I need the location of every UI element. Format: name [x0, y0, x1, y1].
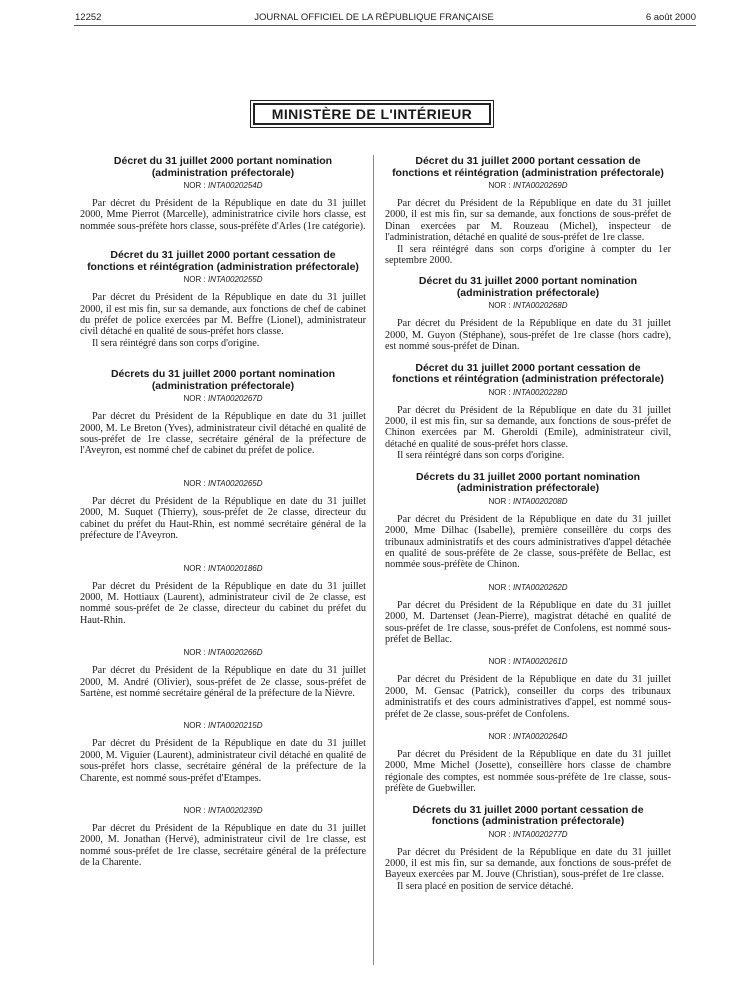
nor-label: NOR : — [183, 648, 208, 658]
nor-reference — [385, 301, 671, 310]
decree-paragraph: Par décret du Président de la République en date du 31 juillet 2000, M. Dartenset (Jean-Pierre), magistrat détaché en qualité de sous-préfet de 1re classe, sous-préfet de Confolens, est nommé sous-préfet de Bellac. — [385, 599, 671, 645]
nor-label: NOR : — [183, 275, 208, 285]
decree-section — [385, 732, 671, 795]
decree-paragraph: Par décret du Président de la République en date du 31 juillet 2000, Mme Michel (Josette), conseillère hors classe de chambre régionale des comptes, est nommée sous-préfète de 1re classe, sous-préfète de Guebwiller. — [385, 748, 671, 795]
nor-reference — [385, 732, 671, 741]
decree-paragraph: Par décret du Président de la République en date du 31 juillet 2000, Mme Dilhac (Isabelle), première conseillère du corps des tribunaux administratifs et des cours administratives d'appel détachée en qualité de sous-préfète de 2e classe, sous-préfète de Bellac, est nommée sous-préfète de Chinon. — [385, 513, 671, 571]
decree-title: Décret du 31 juillet 2000 portant nomination (administration préfectorale) — [418, 275, 638, 299]
nor-reference — [80, 648, 366, 657]
nor-reference — [80, 564, 366, 573]
decree-paragraph: Par décret du Président de la République en date du 31 juillet 2000, M. Jonathan (Hervé), administrateur civil de 1re classe, est nommé sous-préfet de 1re classe, secrétaire général de la préfecture de la Charente. — [80, 822, 366, 869]
decree-title: Décrets du 31 juillet 2000 portant nomination (administration préfectorale) — [415, 470, 641, 495]
nor-label: NOR : — [488, 657, 513, 667]
nor-code: INTA0020269D — [512, 181, 568, 190]
decree-paragraph: Par décret du Président de la République en date du 31 juillet 2000, il est mis fin, sur sa demande, aux fonctions de sous-préfet de Dinan exercées par M. Rouzeau (Michel), inspecteur de l'administration, détaché en qualité de sous-préfet de 1re classe. — [385, 198, 671, 244]
right-column — [385, 156, 671, 892]
nor-reference — [80, 479, 366, 488]
nor-label: NOR : — [183, 181, 208, 190]
decree-section — [80, 479, 366, 542]
nor-reference — [385, 181, 671, 190]
decree-section — [80, 564, 366, 627]
decree-section — [385, 657, 671, 720]
nor-code: INTA0020262D — [512, 582, 568, 592]
nor-label: NOR : — [488, 496, 513, 506]
nor-reference — [385, 830, 671, 839]
decree-title: Décret du 31 juillet 2000 portant cessation de fonctions et réintégration (administration préfectorale) — [392, 155, 664, 179]
nor-code: INTA0020254D — [207, 181, 263, 190]
nor-code: INTA0020261D — [512, 657, 568, 667]
section-gap — [385, 645, 671, 655]
nor-label: NOR : — [488, 731, 513, 741]
section-gap — [80, 542, 366, 562]
decree-section — [385, 583, 671, 646]
section-gap — [80, 457, 366, 477]
ministry-heading: MINISTÈRE DE L'INTÉRIEUR — [253, 103, 491, 125]
nor-label: NOR : — [183, 563, 208, 573]
nor-code: INTA0020215D — [207, 721, 263, 731]
nor-code: INTA0020266D — [207, 648, 263, 658]
decree-section — [385, 805, 671, 893]
decree-section — [80, 156, 366, 232]
nor-code: INTA0020268D — [512, 301, 568, 311]
section-gap — [385, 571, 671, 581]
section-gap — [80, 784, 366, 804]
decree-paragraph: Il sera réintégré dans son corps d'origine à compter du 1er septembre 2000. — [385, 243, 671, 267]
nor-label: NOR : — [488, 301, 513, 311]
nor-reference — [80, 806, 366, 815]
nor-code: INTA0020255D — [207, 275, 263, 285]
decree-paragraph: Par décret du Président de la République en date du 31 juillet 2000, M. Guyon (Stéphane), sous-préfet de 1re classe (hors cadre), est nommé sous-préfet de Dinan. — [385, 318, 671, 353]
nor-reference — [385, 583, 671, 592]
decree-title: Décret du 31 juillet 2000 portant nomination (administration préfectorale) — [113, 155, 333, 179]
left-column — [80, 156, 366, 869]
nor-label: NOR : — [183, 394, 208, 404]
column-divider — [373, 155, 374, 965]
issue-date: 6 août 2000 — [645, 12, 696, 23]
decree-paragraph: Par décret du Président de la République en date du 31 juillet 2000, M. Gensac (Patrick), conseiller du corps des tribunaux administratifs et des cours administratives d'appel, est nommé sous-préfet de 2e classe, sous-préfet de Confolens. — [385, 674, 671, 720]
nor-code: INTA0020267D — [207, 394, 263, 404]
nor-label: NOR : — [183, 478, 208, 488]
nor-label: NOR : — [488, 387, 513, 397]
nor-reference — [385, 388, 671, 397]
page-number: 12252 — [75, 12, 102, 23]
nor-reference — [80, 181, 366, 190]
nor-label: NOR : — [488, 582, 513, 592]
section-gap — [385, 720, 671, 730]
nor-reference — [80, 394, 366, 403]
decree-paragraph: Par décret du Président de la République en date du 31 juillet 2000, M. Viguier (Laurent), administrateur civil détaché en qualité de sous-préfet hors classe, secrétaire général de la préfecture de la Charente, est nommé sous-préfet d'Etampes. — [80, 738, 366, 784]
nor-code: INTA0020277D — [512, 829, 568, 839]
nor-label: NOR : — [183, 805, 208, 815]
decree-section — [385, 156, 671, 266]
decree-paragraph: Par décret du Président de la République en date du 31 juillet 2000, M. André (Olivier), sous-préfet de 2e classe, sous-préfet de Sartène, est nommé secrétaire général de la préfecture de la Nièvre. — [80, 665, 366, 699]
section-gap — [80, 349, 366, 369]
nor-reference — [80, 275, 366, 284]
nor-code: INTA0020264D — [512, 731, 568, 741]
decree-paragraph: Par décret du Président de la République en date du 31 juillet 2000, M. Le Breton (Yves), administrateur civil détaché en qualité de sous-préfet de 1re classe, secrétaire général de la préfecture de l'Aveyron, est nommé chef de cabinet du préfet de police. — [80, 411, 366, 457]
decree-paragraph: Il sera réintégré dans son corps d'origine. — [92, 337, 260, 349]
decree-paragraph: Par décret du Président de la République en date du 31 juillet 2000, Mme Pierrot (Marcelle), administratrice civile hors classe, est nommée sous-préfète hors classe, sous-préfète d'Arles (1re catégorie). — [80, 198, 366, 232]
nor-code: INTA0020208D — [512, 496, 568, 506]
section-gap — [80, 699, 366, 719]
decree-section — [80, 721, 366, 784]
nor-code: INTA0020228D — [512, 387, 568, 397]
nor-reference — [385, 497, 671, 506]
nor-code: INTA0020239D — [207, 805, 263, 815]
section-gap — [80, 232, 366, 250]
decree-paragraph: Par décret du Président de la République en date du 31 juillet 2000, il est mis fin, sur sa demande, aux fonctions de sous-préfet de Chinon exercées par M. Gheroldi (Emile), administrateur civil, détaché en qualité de sous-préfet hors classe. — [385, 404, 671, 450]
header-rule — [74, 25, 696, 26]
decree-section — [80, 250, 366, 349]
decree-title: Décret du 31 juillet 2000 portant cessation de fonctions et réintégration (administration préfectorale) — [87, 249, 359, 273]
nor-label: NOR : — [488, 829, 513, 839]
nor-reference — [385, 657, 671, 666]
decree-section — [385, 276, 671, 352]
nor-reference — [80, 721, 366, 730]
nor-code: INTA0020265D — [207, 478, 263, 488]
decree-section — [385, 472, 671, 571]
decree-paragraph: Il sera réintégré dans son corps d'origine. — [397, 450, 565, 462]
decree-paragraph: Par décret du Président de la République en date du 31 juillet 2000, il est mis fin, sur sa demande, aux fonctions de chef de cabinet du préfet de police exercées par M. Beffre (Lionel), administrateur civil détaché en qualité de sous-préfet hors classe. — [80, 292, 366, 338]
nor-label: NOR : — [488, 181, 513, 190]
decree-paragraph: Par décret du Président de la République en date du 31 juillet 2000, M. Suquet (Thierry), sous-préfet de 2e classe, directeur du cabinet du préfet du Haut-Rhin, est nommé secrétaire général de la préfecture de l'Aveyron. — [80, 495, 366, 542]
decree-title: Décret du 31 juillet 2000 portant cessation de fonctions et réintégration (administration préfectorale) — [392, 361, 664, 386]
section-gap — [80, 626, 366, 646]
decree-section — [385, 363, 671, 462]
decree-section — [80, 648, 366, 699]
decree-paragraph: Par décret du Président de la République en date du 31 juillet 2000, il est mis fin, sur sa demande, aux fonctions de sous-préfet de Bayeux exercées par M. Jouve (Christian), sous-préfet de 1re classe. — [385, 846, 671, 881]
journal-title: JOURNAL OFFICIEL DE LA RÉPUBLIQUE FRANÇAISE — [254, 12, 494, 23]
decree-title: Décrets du 31 juillet 2000 portant cessation de fonctions (administration préfectorale) — [412, 803, 644, 828]
decree-section — [80, 806, 366, 869]
nor-code: INTA0020186D — [207, 563, 263, 573]
decree-paragraph: Par décret du Président de la République en date du 31 juillet 2000, M. Hottiaux (Laurent), administrateur civil de 2e classe, est nommé sous-préfet de 2e classe, directeur du cabinet du préfet du Haut-Rhin. — [80, 580, 366, 626]
decree-paragraph: Il sera placé en position de service détaché. — [397, 880, 574, 892]
nor-label: NOR : — [183, 721, 208, 731]
decree-title: Décrets du 31 juillet 2000 portant nomination (administration préfectorale) — [110, 368, 336, 392]
decree-section — [80, 369, 366, 457]
